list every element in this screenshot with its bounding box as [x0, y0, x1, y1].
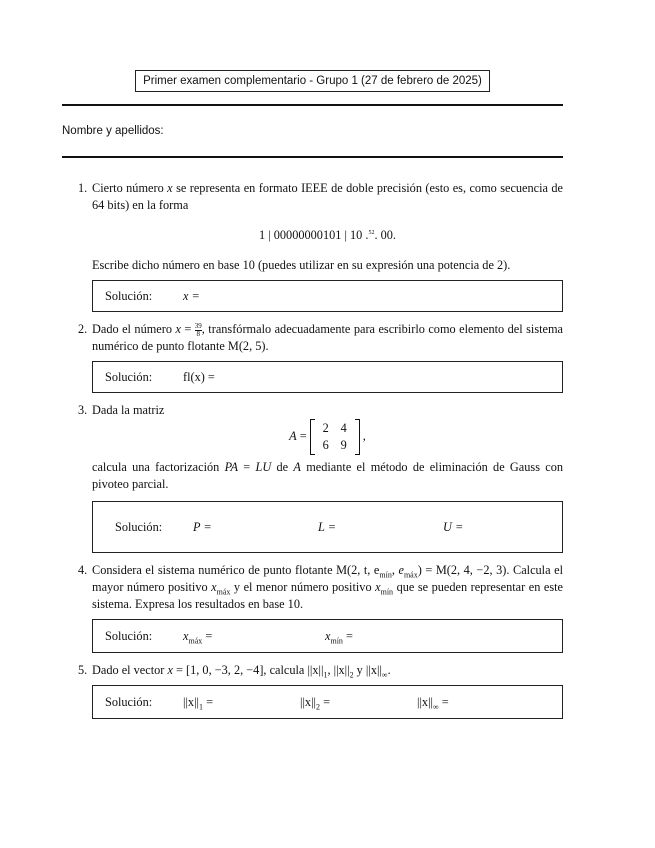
question-number: 2. — [78, 322, 88, 336]
ieee-formula: 1 | 00000000101 | 10 .$^{52}$. 00. — [259, 228, 396, 242]
question-number: 3. — [78, 403, 88, 417]
question-number: 4. — [78, 563, 88, 577]
divider — [62, 156, 563, 158]
matrix-A: A = 2 4 6 9 , — [92, 419, 563, 455]
answer-box-5[interactable]: Solución: $||x||_1$ = $||x||_2$ = $||x||_\infty$ = — [92, 685, 563, 719]
divider — [62, 104, 563, 106]
question-5: 5. Dado el vector x = [1, 0, −3, 2, −4], calcula $||x||_1$, $||x||_2$ y $||x||_\infty$. Solución: $||x||_1$ = $||x||_2$ = $||x||_\infty$ = — [78, 662, 563, 719]
question-1: 1. Cierto número x se representa en formato IEEE de doble precisión (esto es, como secuencia de 64 bits) en la forma 1 | 00000000101 | 10 .$^{52}$. 00. Escribe dicho número en base 10 (puedes utilizar en su expresión una potencia de 2). Solución: x = — [78, 180, 563, 312]
questions-list — [78, 180, 563, 728]
answer-box-1[interactable]: Solución: x = — [92, 280, 563, 312]
answer-box-4[interactable]: Solución: $x_{máx}$ = $x_{mín}$ = — [92, 619, 563, 653]
answer-box-2[interactable]: Solución: fl(x) = — [92, 361, 563, 393]
name-label: Nombre y apellidos: — [62, 125, 164, 137]
question-number: 5. — [78, 663, 88, 677]
exam-title: Primer examen complementario - Grupo 1 (27 de febrero de 2025) — [135, 70, 490, 92]
answer-box-3[interactable]: Solución: P = L = U = — [92, 501, 563, 553]
question-number: 1. — [78, 181, 88, 195]
question-3: 3. Dada la matriz A = 2 4 6 9 , calcula una factorización PA = LU de A mediante el método de eliminación de Gauss con pivoteo parcial. Solución: P = L = U = — [78, 402, 563, 553]
question-2: 2. Dado el número x = $\frac{39}{8}$ , transfórmalo adecuadamente para escribirlo como elemento del sistema numérico de punto flotante M(2, 5). Solución: fl(x) = — [78, 321, 563, 393]
question-4: 4. Considera el sistema numérico de punto flotante M(2, t, $e_{mín}$, $e_{máx}) = M(2$, 4, −2, 3). Calcula el mayor número positivo $x_{máx}$ y el menor número positivo $x_{mín}$ que se pueden representar en este sistema. Expresa los resultados en base 10. Solución: $x_{máx}$ = $x_{mín}$ = — [78, 562, 563, 653]
